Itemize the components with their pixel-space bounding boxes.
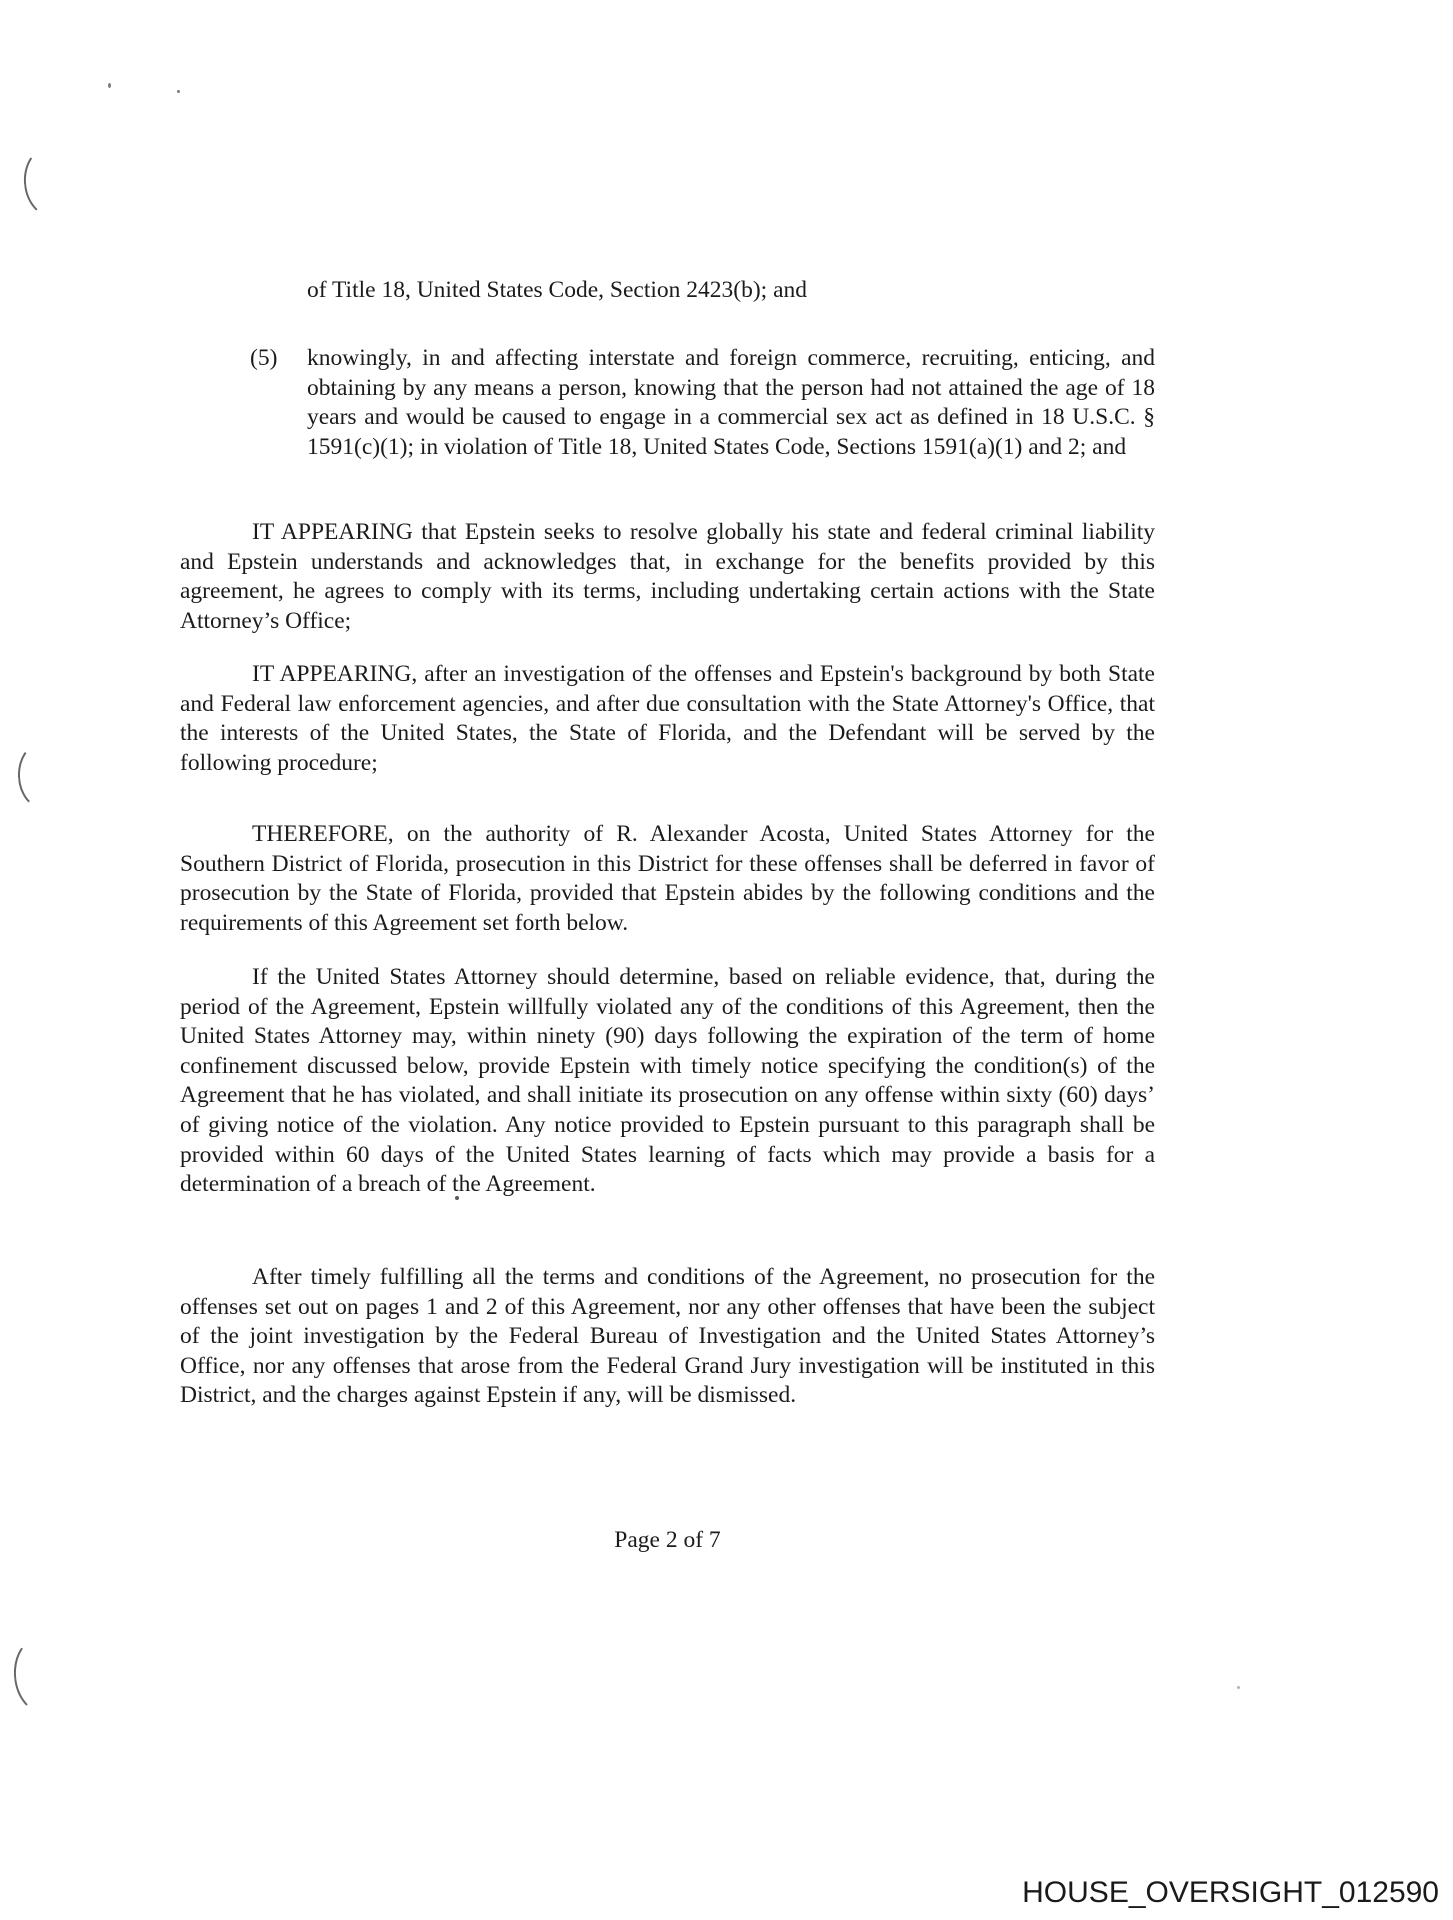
paragraph-text: THEREFORE, on the authority of R. Alexander Acosta, United States Attorney for the Southern District of Florida, prosecution in this District for these offenses shall be deferred in favor of prosecution by the State of Florida, provided that Epstein abides by the following conditions and the requirements of this Agreement set forth below.: [180, 821, 1155, 936]
scan-artifact-paren: [20, 143, 83, 220]
page-number-footer: Page 2 of 7: [614, 1527, 721, 1553]
bates-stamp: HOUSE_OVERSIGHT_012590: [1022, 1876, 1439, 1909]
paragraph-no-prosecution: [180, 1263, 1155, 1411]
paragraph-text: If the United States Attorney should determine, based on reliable evidence, that, during the period of the Agreement, Epstein willfully violated any of the conditions of this Agreement, then the United States Attorney may, within ninety (90) days following the expiration of the term of home confinement discussed below, provide Epstein with timely notice specifying the condition(s) of the Agreement that he has violated, and shall initiate its prosecution on any offense within sixty (60) days’ of giving notice of the violation. Any notice provided to Epstein pursuant to this paragraph shall be provided within 60 days of the United States learning of facts which may provide a basis for a determination of a breach of the Agreement.: [180, 964, 1155, 1198]
clause-number: (5): [250, 345, 278, 371]
paragraph-it-appearing-2: [180, 660, 1155, 778]
scan-artifact-paren: [16, 740, 73, 811]
scan-artifact-speck: [108, 83, 111, 88]
paragraph-text: IT APPEARING that Epstein seeks to resolve globally his state and federal criminal liability and Epstein understands and acknowledges that, in exchange for the benefits provided by this agreement, he agrees to comply with its terms, including undertaking certain actions with the State Attorney’s Office;: [180, 519, 1155, 634]
scan-artifact-speck: [177, 90, 180, 93]
paragraph-therefore: [180, 820, 1155, 938]
scan-artifact-speck: [1237, 1686, 1240, 1689]
paragraph-text: After timely fulfilling all the terms and conditions of the Agreement, no prosecution for the offenses set out on pages 1 and 2 of this Agreement, nor any other offenses that have been the subject of the joint investigation by the Federal Bureau of Investigation and the United States Attorney’s Office, nor any offenses that arose from the Federal Grand Jury investigation will be instituted in this District, and the charges against Epstein if any, will be dismissed.: [180, 1264, 1155, 1409]
clause-continuation-line: of Title 18, United States Code, Section 2423(b); and: [307, 277, 807, 303]
scan-artifact-paren: [11, 1634, 76, 1717]
paragraph-text: IT APPEARING, after an investigation of the offenses and Epstein's background by both State and Federal law enforcement agencies, and after due consultation with the State Attorney's Office, that the interests of the United States, the State of Florida, and the Defendant will be served by the following procedure;: [180, 661, 1155, 776]
paragraph-it-appearing-1: [180, 518, 1155, 636]
paragraph-violation-notice: [180, 963, 1155, 1200]
clause-text: knowingly, in and affecting interstate and foreign commerce, recruiting, enticing, and obtaining by any means a person, knowing that the person had not attained the age of 18 years and would be caused to engage in a commercial sex act as defined in 18 U.S.C. § 1591(c)(1); in violation of Title 18, United States Code, Sections 1591(a)(1) and 2; and: [307, 345, 1155, 460]
